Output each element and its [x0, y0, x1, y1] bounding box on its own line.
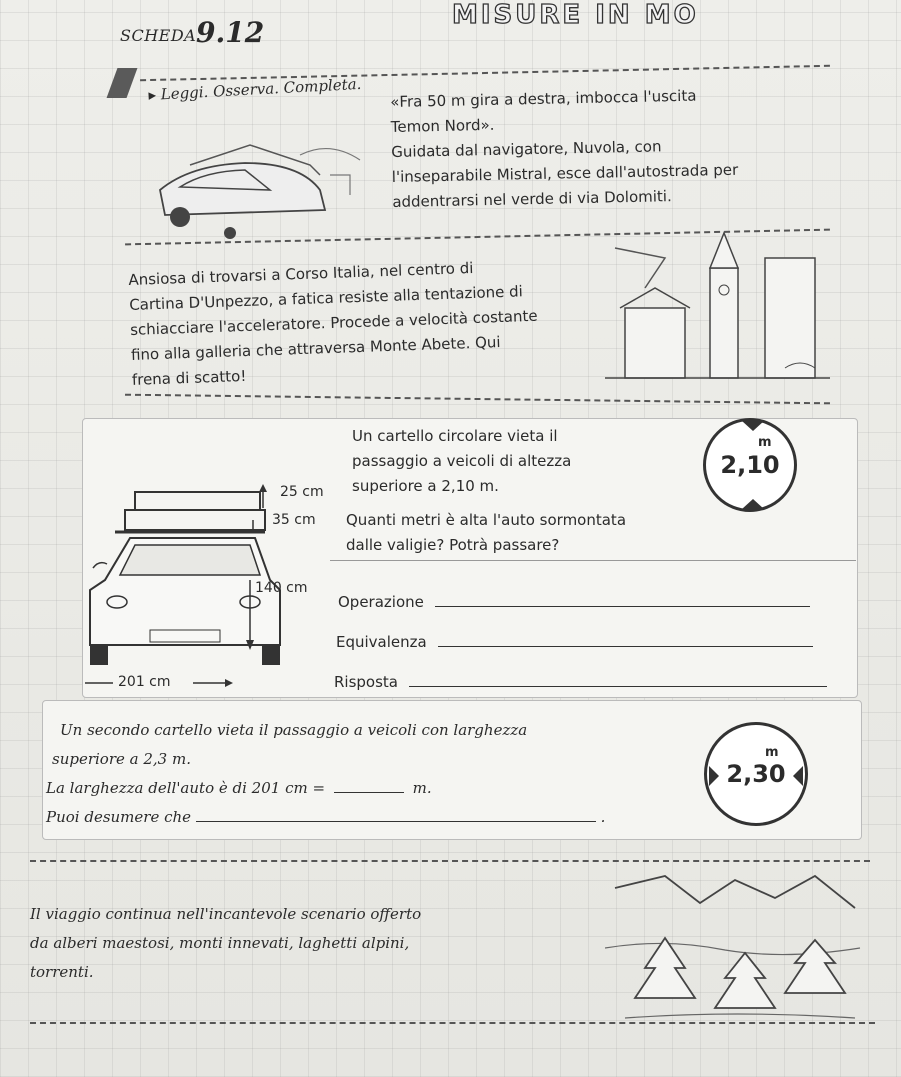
page-title: MISURE IN MO — [452, 0, 699, 30]
p1-line-2: Temon Nord». — [390, 115, 495, 136]
ex2-line3-suffix: m. — [412, 779, 432, 797]
operazione-row — [338, 590, 838, 615]
ex2-line3-prefix: La larghezza dell'auto è di 201 cm = — [46, 779, 326, 797]
village-illustration — [605, 228, 830, 388]
p1-line-4: l'inseparabile Mistral, esce dall'autostrada per — [391, 160, 739, 186]
p2-line-3: schiacciare l'acceleratore. Procede a velocità costante — [129, 306, 538, 339]
width-meters-field[interactable] — [334, 776, 404, 793]
section3-top-border — [30, 860, 870, 862]
ex1-text-line-2: passaggio a veicoli di altezza — [352, 452, 572, 470]
equivalenza-label: Equivalenza — [336, 633, 427, 651]
p3-line-1: Il viaggio continua nell'incantevole scenario offerto — [30, 905, 422, 923]
ex1-text-line-3: superiore a 2,10 m. — [352, 477, 499, 495]
ex1-question-line-1: Quanti metri è alta l'auto sormontata — [346, 511, 627, 529]
car-illustration-1 — [150, 135, 370, 240]
decorative-slab — [107, 68, 138, 98]
exercise1-question — [346, 508, 766, 558]
equivalenza-answer-field[interactable] — [438, 630, 813, 647]
exercise1-divider — [330, 560, 856, 561]
dim-luggage-bottom: 35 cm — [272, 512, 316, 528]
ex2-line4-prefix: Puoi desumere che — [46, 808, 192, 826]
dim-car-width: 201 cm — [118, 674, 171, 690]
height-sign-top-arrow — [742, 421, 764, 431]
section2-bottom-border — [125, 394, 830, 405]
ex2-line-3 — [46, 774, 700, 803]
p2-line-2: Cartina D'Unpezzo, a fatica resiste alla tentazione di — [128, 282, 524, 314]
p3-line-2: da alberi maestosi, monti innevati, laghetti alpini, — [30, 934, 410, 952]
ex1-text-line-1: Un cartello circolare vieta il — [352, 427, 558, 445]
ex2-line-1: Un secondo cartello vieta il passaggio a veicoli con larghezza — [60, 721, 528, 739]
ex2-line-2: superiore a 2,3 m. — [52, 750, 191, 768]
section3-bottom-border — [30, 1022, 875, 1024]
p2-line-4: fino alla galleria che attraversa Monte Abete. Qui — [130, 333, 501, 364]
paragraph-2 — [128, 251, 612, 393]
ex2-line4-end: . — [600, 808, 606, 826]
paragraph-3 — [30, 900, 610, 987]
scheda-number: 9.12 — [196, 16, 265, 49]
operazione-label: Operazione — [338, 593, 424, 611]
mountain-tree-illustration — [605, 868, 870, 1026]
dim-luggage-top: 25 cm — [280, 484, 324, 500]
height-sign-value: 2,10 — [720, 451, 780, 479]
p1-line-1: «Fra 50 m gira a destra, imbocca l'uscita — [390, 86, 697, 111]
exercise1-text — [352, 424, 692, 499]
p2-line-5: frena di scatto! — [131, 366, 247, 389]
ex2-line-4 — [46, 803, 700, 832]
section1-top-border — [140, 65, 830, 81]
conclusion-answer-field[interactable] — [196, 805, 596, 822]
operazione-answer-field[interactable] — [435, 590, 810, 607]
height-limit-sign — [703, 418, 797, 512]
risposta-label: Risposta — [334, 673, 398, 691]
p2-line-1: Ansiosa di trovarsi a Corso Italia, nel centro di — [128, 258, 474, 289]
instruction-text: ▸ Leggi. Osserva. Completa. — [148, 74, 362, 104]
p1-line-3: Guidata dal navigatore, Nuvola, con — [391, 137, 662, 161]
p3-line-3: torrenti. — [30, 963, 94, 981]
equivalenza-row — [336, 630, 836, 655]
width-sign-value: 2,30 — [726, 760, 786, 788]
width-sign-unit: m — [765, 745, 779, 760]
risposta-row — [334, 670, 834, 695]
dim-car-height: 140 cm — [255, 580, 308, 596]
ex1-question-line-2: dalle valigie? Potrà passare? — [346, 536, 560, 554]
scheda-label: SCHEDA — [120, 26, 197, 45]
exercise2-text — [46, 716, 700, 832]
p1-line-5: addentrarsi nel verde di via Dolomiti. — [392, 187, 672, 211]
width-limit-sign — [704, 722, 808, 826]
height-sign-unit: m — [758, 435, 772, 450]
width-sign-right-arrow — [793, 766, 803, 786]
risposta-answer-field[interactable] — [409, 670, 827, 687]
paragraph-1 — [390, 81, 833, 215]
height-sign-bottom-arrow — [742, 499, 764, 509]
width-sign-left-arrow — [709, 766, 719, 786]
